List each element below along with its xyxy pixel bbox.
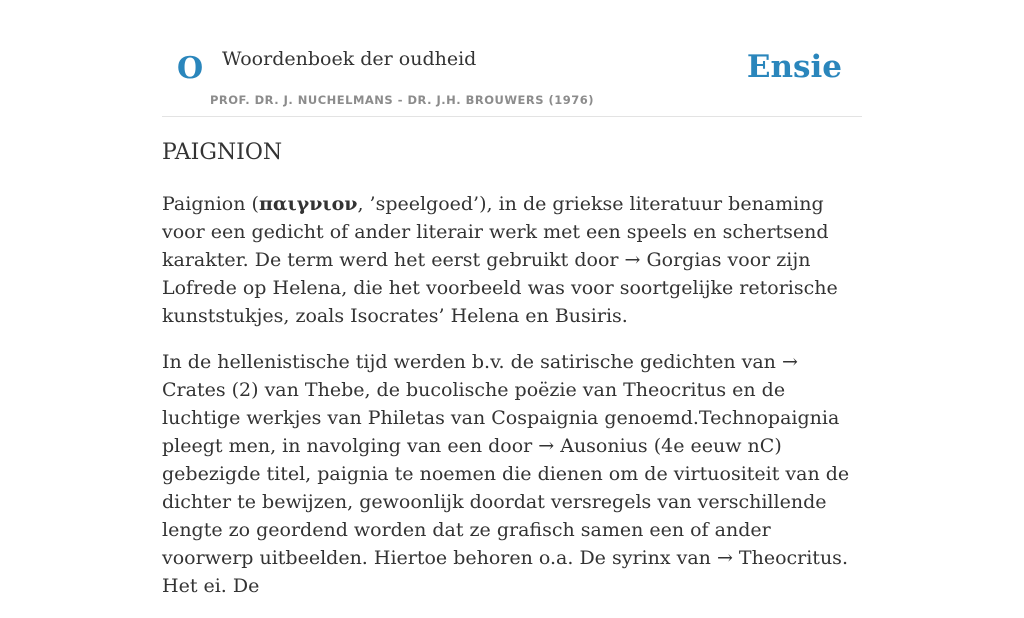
text-segment: (4e eeuw nC) gebezigde titel, paignia te noemen die dienen om de virtuositeit van de dichter te bewijzen, gewoonlijk doordat versregels van verschillende lengte zo geordend worden dat ze grafisch samen een of ander voorwerp uitbeelden. Hiertoe behoren o.a. De syrinx van: [162, 435, 850, 570]
paragraph-2: [162, 348, 862, 600]
link-gorgias[interactable]: → Gorgias: [624, 249, 722, 272]
text-segment: , ’speelgoed’), in de griekse literatuur benaming voor een gedicht of ander literair werk met een speels en schertsend karakter. De term werd het eerst gebruikt door: [162, 193, 829, 272]
entry-title: PAIGNION: [162, 140, 283, 165]
text-segment: In de hellenistische tijd werden b.v. de satirische gedichten van: [162, 351, 782, 374]
text-segment: Paignion (: [162, 193, 259, 216]
book-header: [162, 40, 862, 117]
greek-term: παιγνιον: [258, 193, 358, 216]
book-letter: O: [177, 51, 204, 86]
book-title-link[interactable]: Woordenboek der oudheid: [222, 48, 477, 70]
text-segment: van Thebe, de bucolische poëzie van Theocritus en de luchtige werkjes van Philetas van Cospaignia genoemd.Technopaignia pleegt men, in navolging van een door: [162, 379, 840, 458]
link-ausonius[interactable]: → Ausonius: [538, 435, 648, 458]
book-authors: PROF. DR. J. NUCHELMANS - DR. J.H. BROUWERS (1976): [210, 93, 595, 107]
article: [162, 140, 862, 618]
link-crates[interactable]: → Crates (2): [162, 351, 798, 402]
ensie-logo-link[interactable]: Ensie: [746, 49, 842, 85]
text-segment: . Het ei. De: [162, 547, 848, 598]
text-segment: voor zijn Lofrede op Helena, die het voorbeeld was voor soortgelijke retorische kunststukjes, zoals Isocrates’ Helena en Busiris.: [162, 249, 838, 328]
paragraph-1: [162, 190, 862, 330]
link-theocritus[interactable]: → Theocritus: [716, 547, 842, 570]
